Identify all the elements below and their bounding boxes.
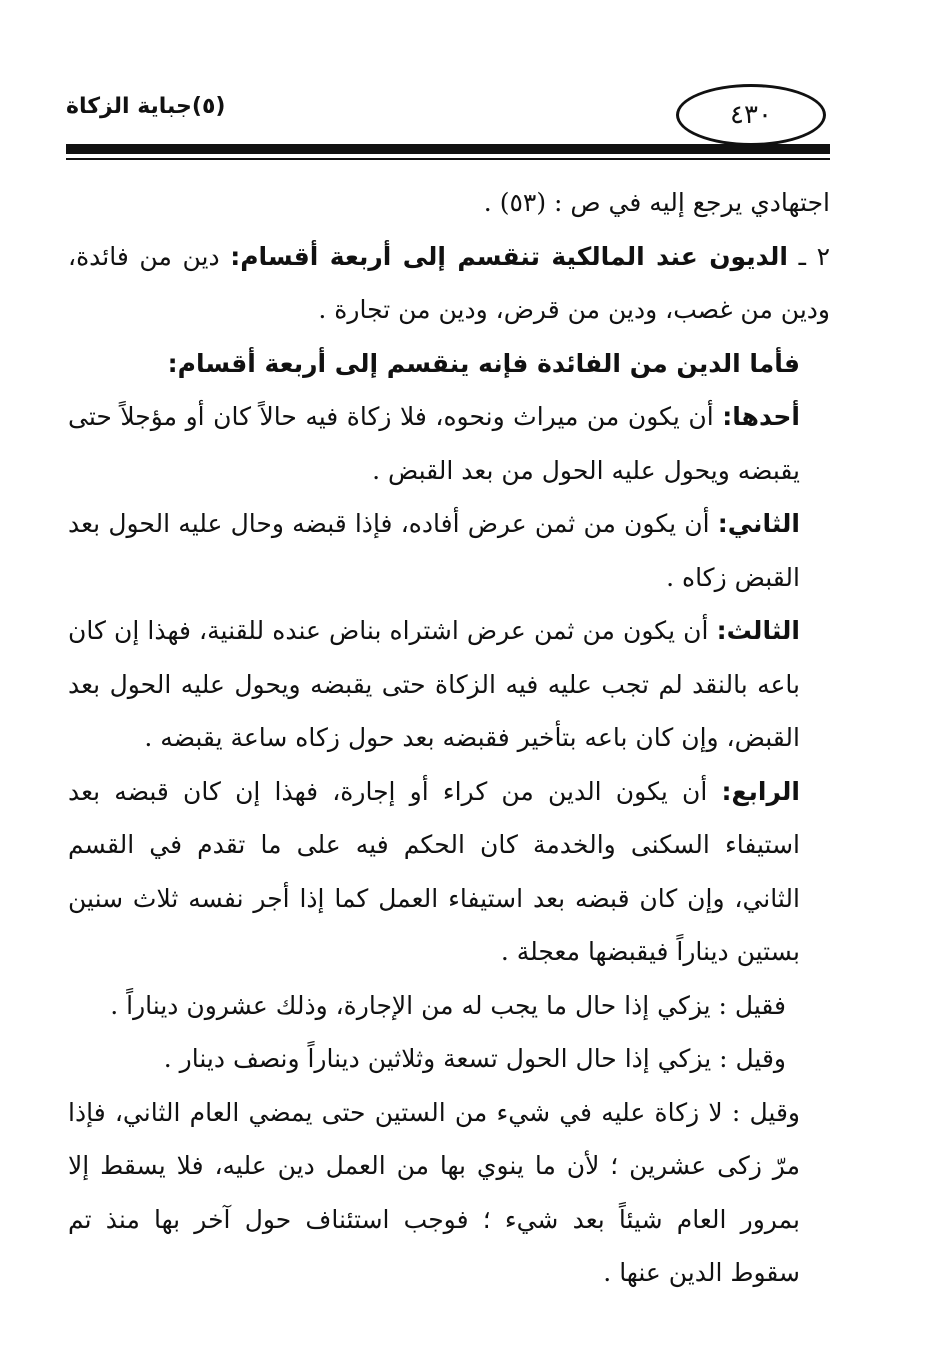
paragraph-third: [68, 604, 830, 765]
section-heading: فأما الدين من الفائدة فإنه ينقسم إلى أربعة أقسام:: [167, 348, 800, 378]
page-header: [66, 84, 830, 164]
paragraph-lead: الرابع:: [721, 776, 800, 806]
paragraph-opinion-3: وقيل : لا زكاة عليه في شيء من الستين حتى يمضي العام الثاني، فإذا مرّ زكى عشرين ؛ لأن ما ينوي بها من العمل دين عليه، فلا يسقط إلا بمرور العام شيئاً بعد شيء ؛ فوجب استئناف حول آخر بها منذ تم سقوط الدين عنها .: [68, 1097, 800, 1287]
paragraph-debts-maliki: [68, 230, 830, 337]
header-rule-thin: [66, 158, 830, 160]
paragraph-fourth: [68, 765, 830, 979]
paragraph-second: [68, 497, 830, 604]
paragraph-opinion-1: فقيل : يزكي إذا حال ما يجب له من الإجارة، وذلك عشرون ديناراً .: [110, 990, 786, 1020]
header-rule-thick: [66, 144, 830, 154]
paragraph-text: أن يكون من ميراث ونحوه، فلا زكاة فيه حالاً كان أو مؤجلاً حتى يقبضه ويحول عليه الحول من بعد القبض .: [68, 402, 800, 485]
paragraph-text: أن يكون من ثمن عرض أفاده، فإذا قبضه وحال عليه الحول بعد القبض زكاه .: [68, 509, 800, 592]
body-text: [68, 176, 830, 1300]
paragraph-text: دين من فائدة، ودين من غصب، ودين من قرض، ودين من تجارة .: [68, 241, 830, 324]
paragraph-first: [68, 390, 830, 497]
paragraph-text: أن يكون من ثمن عرض اشتراه بناض عنده للقنية، فهذا إن كان باعه بالنقد لم تجب عليه فيه الزكاة حتى يقبضه ويحول عليه الحول بعد القبض، وإن كان باعه بتأخير فقبضه بعد حول زكاه ساعة يقبضه .: [68, 616, 800, 752]
paragraph-lead: الثاني:: [717, 509, 800, 538]
paragraph-lead: الديون عند المالكية تنقسم إلى أربعة أقسام:: [230, 241, 788, 271]
paragraph-lead: الثالث:: [716, 616, 800, 645]
paragraph-text: أن يكون الدين من كراء أو إجارة، فهذا إن كان قبضه بعد استيفاء السكنى والخدمة كان الحكم فيه على ما تقدم في القسم الثاني، وإن كان قبضه بعد استيفاء العمل كما إذا أجر نفسه ثلاث سنين بستين ديناراً فيقبضها معجلة .: [68, 776, 800, 966]
paragraph-lead: أحدها:: [722, 402, 800, 431]
page-number: ٤٣٠: [676, 84, 826, 146]
item-number: ٢ ـ: [788, 241, 831, 271]
paragraph-continuation: اجتهادي يرجع إليه في ص : (٥٣) .: [483, 188, 830, 217]
paragraph-opinion-2: وقيل : يزكي إذا حال الحول تسعة وثلاثين ديناراً ونصف دينار .: [163, 1044, 786, 1073]
running-title: (٥)جباية الزكاة: [66, 94, 226, 119]
